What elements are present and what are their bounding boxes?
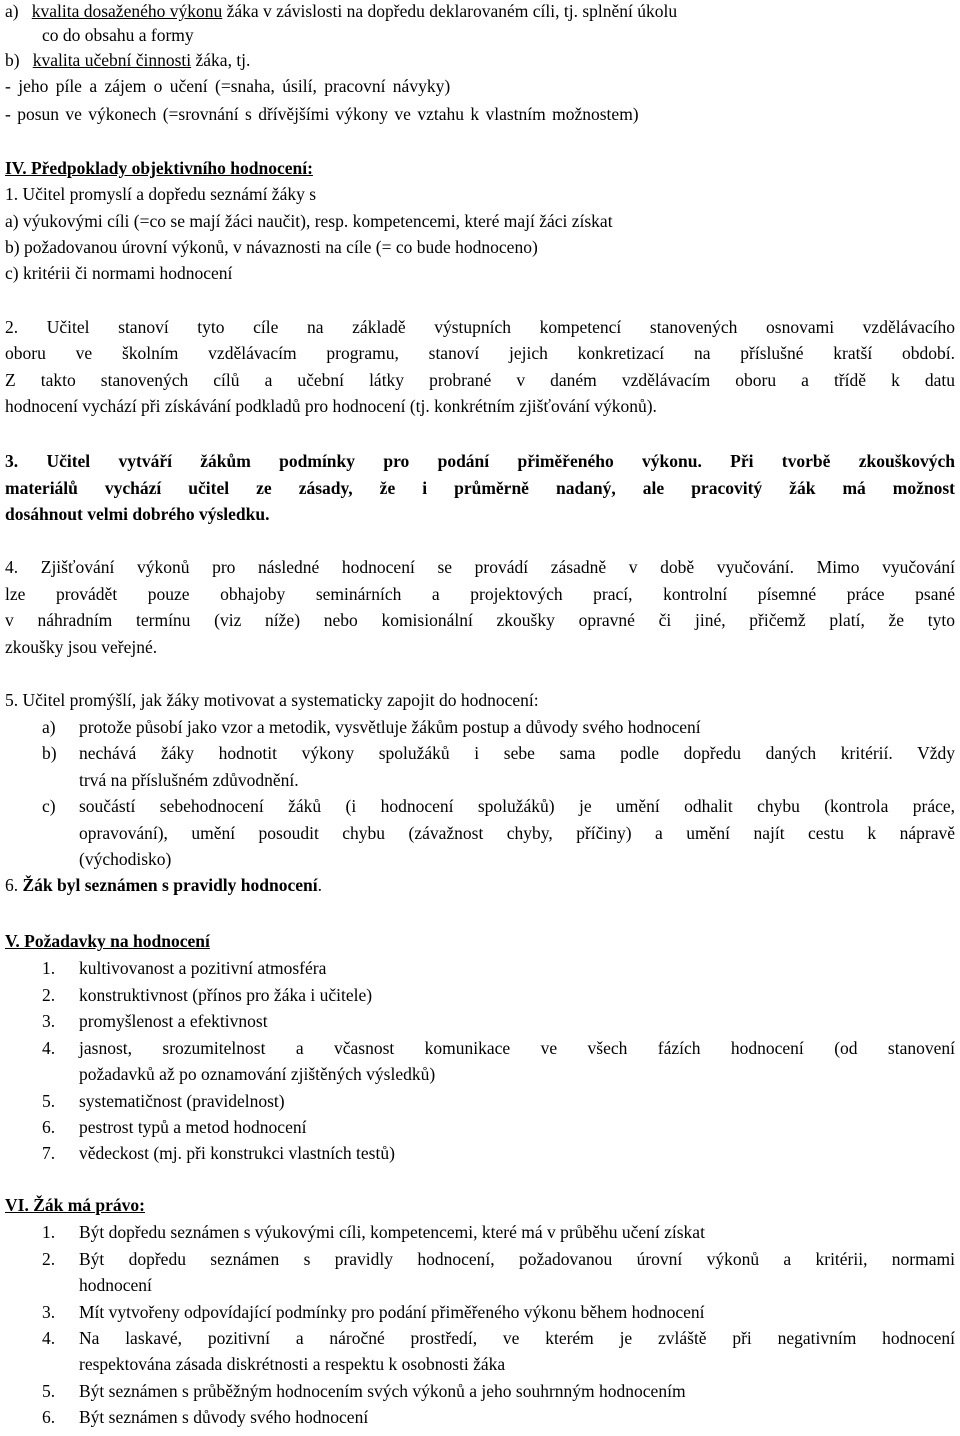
p2-line-2: oboru ve školním vzdělávacím programu, stanoví jejich konkretizací na příslušné kratší období. bbox=[5, 343, 955, 363]
p5-item-c-label: c) bbox=[42, 796, 56, 816]
p5-item-b-line-1: nechává žáky hodnotit výkony spolužáků i sebe sama podle dopředu daných kritérií. Vždy bbox=[79, 743, 955, 763]
p6-bold-text: Žák byl seznámen s pravidly hodnocení bbox=[22, 875, 318, 895]
intro-a-continuation: co do obsahu a formy bbox=[42, 25, 194, 45]
right-item-number: 3. bbox=[42, 1302, 56, 1322]
p6-number: 6. bbox=[5, 875, 23, 895]
p4-line-2: lze provádět pouze obhajoby seminárních a projektových prací, kontrolní písemné práce psané bbox=[5, 584, 955, 604]
section-4-heading: IV. Předpoklady objektivního hodnocení: bbox=[5, 158, 313, 178]
quality-achievement-link: kvalita dosaženého výkonu bbox=[31, 1, 223, 21]
right-item-text: Být seznámen s důvody svého hodnocení bbox=[79, 1407, 369, 1427]
intro-dash-1: - jeho píle a zájem o učení (=snaha, úsilí, pracovní návyky) bbox=[5, 76, 451, 96]
section-5-heading: V. Požadavky na hodnocení bbox=[5, 931, 210, 951]
p4-line-4: zkoušky jsou veřejné. bbox=[5, 637, 158, 657]
right-item-text-continuation: hodnocení bbox=[79, 1275, 152, 1295]
right-item-text: Být seznámen s průběžným hodnocením svých výkonů a jeho souhrnným hodnocením bbox=[79, 1381, 686, 1401]
requirement-item-text: pestrost typů a metod hodnocení bbox=[79, 1117, 307, 1137]
list-label: a) bbox=[5, 1, 19, 21]
p5-item-c-line-3: (východisko) bbox=[79, 849, 172, 869]
right-item-text: Na laskavé, pozitivní a náročné prostředí, ve kterém je zvláště při negativním hodnocení bbox=[79, 1328, 955, 1348]
section-6-heading: VI. Žák má právo: bbox=[5, 1195, 146, 1215]
requirement-item-text: jasnost, srozumitelnost a včasnost komunikace ve všech fázích hodnocení (od stanovení bbox=[79, 1038, 955, 1058]
right-item-number: 6. bbox=[42, 1407, 56, 1427]
right-item-number: 5. bbox=[42, 1381, 56, 1401]
requirement-item-text-continuation: požadavků až po oznamování zjištěných výsledků) bbox=[79, 1064, 436, 1084]
p3-line-1: 3. Učitel vytváří žákům podmínky pro podání přiměřeného výkonu. Při tvorbě zkouškových bbox=[5, 451, 955, 471]
list-label: b) bbox=[5, 50, 20, 70]
p1-item-b: b) požadovanou úrovní výkonů, v návaznosti na cíle (= co bude hodnoceno) bbox=[5, 237, 538, 257]
requirement-item-number: 6. bbox=[42, 1117, 56, 1137]
p5-item-b-label: b) bbox=[42, 743, 57, 763]
right-item-text: Být dopředu seznámen s pravidly hodnocení, požadovanou úrovní výkonů a kritérii, normami bbox=[79, 1249, 955, 1269]
requirement-item-number: 1. bbox=[42, 958, 56, 978]
requirement-item-text: vědeckost (mj. při konstrukci vlastních testů) bbox=[79, 1143, 395, 1163]
intro-item-b bbox=[5, 49, 250, 71]
right-item-text-continuation: respektována zásada diskrétnosti a respektu k osobnosti žáka bbox=[79, 1354, 506, 1374]
p3-line-2: materiálů vychází učitel ze zásady, že i průměrně nadaný, ale pracovitý žák má možnost bbox=[5, 478, 955, 498]
p6-line bbox=[5, 874, 322, 896]
p5-title: 5. Učitel promýšlí, jak žáky motivovat a systematicky zapojit do hodnocení: bbox=[5, 690, 539, 710]
right-item-number: 4. bbox=[42, 1328, 56, 1348]
p6-end: . bbox=[317, 875, 322, 895]
right-item-number: 2. bbox=[42, 1249, 56, 1269]
requirement-item-number: 7. bbox=[42, 1143, 56, 1163]
right-item-text: Být dopředu seznámen s výukovými cíli, kompetencemi, které má v průběhu učení získat bbox=[79, 1222, 705, 1242]
p1-title: 1. Učitel promyslí a dopředu seznámí žáky s bbox=[5, 184, 317, 204]
intro-a-text: žáka v závislosti na dopředu deklarovaném cíli, tj. splnění úkolu bbox=[222, 1, 678, 21]
p1-item-a: a) výukovými cíli (=co se mají žáci naučit), resp. kompetencemi, které mají žáci získat bbox=[5, 211, 613, 231]
quality-learning-link: kvalita učební činnosti bbox=[32, 50, 192, 70]
p2-line-4: hodnocení vychází při získávání podkladů pro hodnocení (tj. konkrétním zjišťování výkonů). bbox=[5, 396, 657, 416]
requirement-item-number: 4. bbox=[42, 1038, 56, 1058]
requirement-item-text: kultivovanost a pozitivní atmosféra bbox=[79, 958, 327, 978]
p2-line-1: 2. Učitel stanoví tyto cíle na základě výstupních kompetencí stanovených osnovami vzdělávacího bbox=[5, 317, 955, 337]
p5-item-c-line-1: součástí sebehodnocení žáků (i hodnocení spolužáků) je umění odhalit chybu (kontrola práce, bbox=[79, 796, 955, 816]
requirement-item-text: konstruktivnost (přínos pro žáka i učitele) bbox=[79, 985, 373, 1005]
requirement-item-number: 3. bbox=[42, 1011, 56, 1031]
p1-item-c: c) kritérii či normami hodnocení bbox=[5, 263, 233, 283]
requirement-item-text: promyšlenost a efektivnost bbox=[79, 1011, 268, 1031]
p5-item-c-line-2: opravování), umění posoudit chybu (závažnost chyby, příčiny) a umění najít cestu k nápravě bbox=[79, 823, 955, 843]
p3-line-3: dosáhnout velmi dobrého výsledku. bbox=[5, 504, 270, 524]
intro-b-text: žáka, tj. bbox=[191, 50, 251, 70]
p5-item-a: protože působí jako vzor a metodik, vysvětluje žákům postup a důvody svého hodnocení bbox=[79, 717, 701, 737]
p5-item-b-line-2: trvá na příslušném zdůvodnění. bbox=[79, 770, 299, 790]
intro-item-a bbox=[5, 0, 677, 22]
p4-line-3: v náhradním termínu (viz níže) nebo komisionální zkoušky opravné či jiné, přičemž platí, že tyto bbox=[5, 610, 955, 630]
p2-line-3: Z takto stanovených cílů a učební látky probrané v daném vzdělávacím oboru a třídě k datu bbox=[5, 370, 955, 390]
requirement-item-number: 2. bbox=[42, 985, 56, 1005]
intro-dash-2: - posun ve výkonech (=srovnání s dřívějšími výkony ve vztahu k vlastním možnostem) bbox=[5, 104, 639, 124]
requirement-item-text: systematičnost (pravidelnost) bbox=[79, 1091, 285, 1111]
requirement-item-number: 5. bbox=[42, 1091, 56, 1111]
p5-item-a-label: a) bbox=[42, 717, 56, 737]
p4-line-1: 4. Zjišťování výkonů pro následné hodnocení se provádí zásadně v době vyučování. Mimo vyučování bbox=[5, 557, 955, 577]
right-item-number: 1. bbox=[42, 1222, 56, 1242]
right-item-text: Mít vytvořeny odpovídající podmínky pro podání přiměřeného výkonu během hodnocení bbox=[79, 1302, 705, 1322]
